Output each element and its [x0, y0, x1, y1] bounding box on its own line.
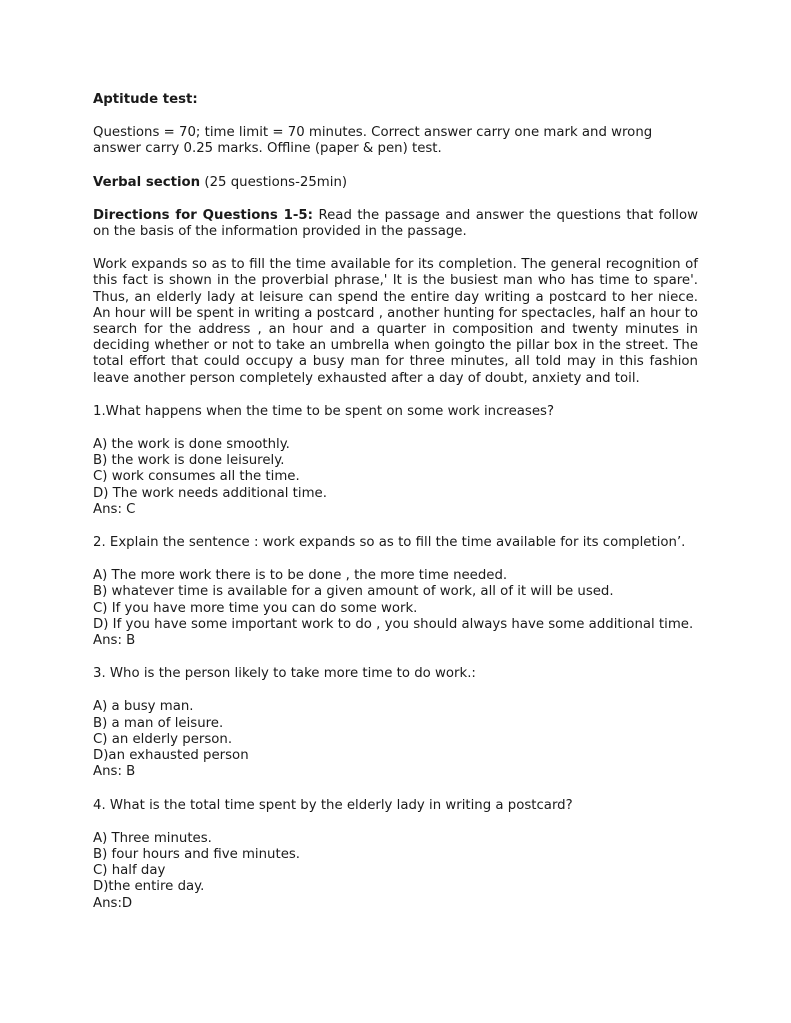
question-text: 3. Who is the person likely to take more time to do work.:: [93, 666, 476, 682]
answer-text: Ans: C: [93, 501, 136, 517]
answer-text: Ans: B: [93, 633, 136, 649]
test-intro: Questions = 70; time limit = 70 minutes. Correct answer carry one mark and wrong answer carry 0.25 marks. Offline (paper & pen) test.: [93, 125, 653, 157]
option-item: C) work consumes all the time.: [93, 469, 300, 485]
option-item: A) The more work there is to be done , the more time needed.: [93, 568, 508, 584]
option-item: B) a man of leisure.: [93, 715, 224, 731]
section-name: Verbal section: [93, 174, 201, 190]
answer-text: Ans: B: [93, 764, 136, 780]
directions-label: Directions for Questions 1-5:: [93, 207, 314, 223]
question-options: [93, 699, 698, 780]
option-item: C) half day: [93, 863, 166, 879]
reading-passage: Work expands so as to fill the time available for its completion. The general recognition of this fact is shown in the proverbial phrase,' It is the busiest man who has time to spare'. Thus, an elderly lady at leisure can spend the entire day writing a postcard to her niece. An hour will be spent in writing a postcard , another hunting for spectacles, half an hour to search for the address , an hour and a quarter in composition and twenty minutes in deciding whether or not to take an umbrella when goingto the pillar box in the street. The total effort that could occupy a busy man for three minutes, all told may in this fashion leave another person completely exhausted after a day of doubt, anxiety and toil.: [93, 257, 698, 386]
option-item: D)an exhausted person: [93, 748, 249, 764]
question-options: [93, 568, 698, 649]
option-item: B) the work is done leisurely.: [93, 453, 285, 469]
option-item: C) an elderly person.: [93, 731, 233, 747]
directions: [93, 208, 698, 240]
question-options: [93, 437, 698, 518]
section-detail: (25 questions-25min): [200, 174, 348, 190]
question-options: [93, 831, 698, 912]
question-text: 1.What happens when the time to be spent on some work increases?: [93, 403, 555, 419]
question-text: 4. What is the total time spent by the elderly lady in writing a postcard?: [93, 797, 573, 813]
directions-text: Read the passage and answer the questions that follow on the basis of the information provided in the passage.: [93, 207, 698, 240]
option-item: D)the entire day.: [93, 879, 205, 895]
section-heading: [93, 175, 698, 191]
option-item: B) four hours and five minutes.: [93, 846, 301, 862]
answer-text: Ans:D: [93, 895, 133, 911]
document-page: [93, 92, 698, 929]
option-item: C) If you have more time you can do some work.: [93, 600, 418, 616]
option-item: D) The work needs additional time.: [93, 485, 327, 501]
option-item: A) Three minutes.: [93, 830, 212, 846]
option-item: A) the work is done smoothly.: [93, 437, 290, 453]
document-title: Aptitude test:: [93, 92, 198, 107]
question-text: 2. Explain the sentence : work expands so as to fill the time available for its completion’.: [93, 535, 686, 551]
option-item: A) a busy man.: [93, 699, 194, 715]
option-item: D) If you have some important work to do , you should always have some additional time.: [93, 616, 694, 632]
option-item: B) whatever time is available for a given amount of work, all of it will be used.: [93, 584, 614, 600]
